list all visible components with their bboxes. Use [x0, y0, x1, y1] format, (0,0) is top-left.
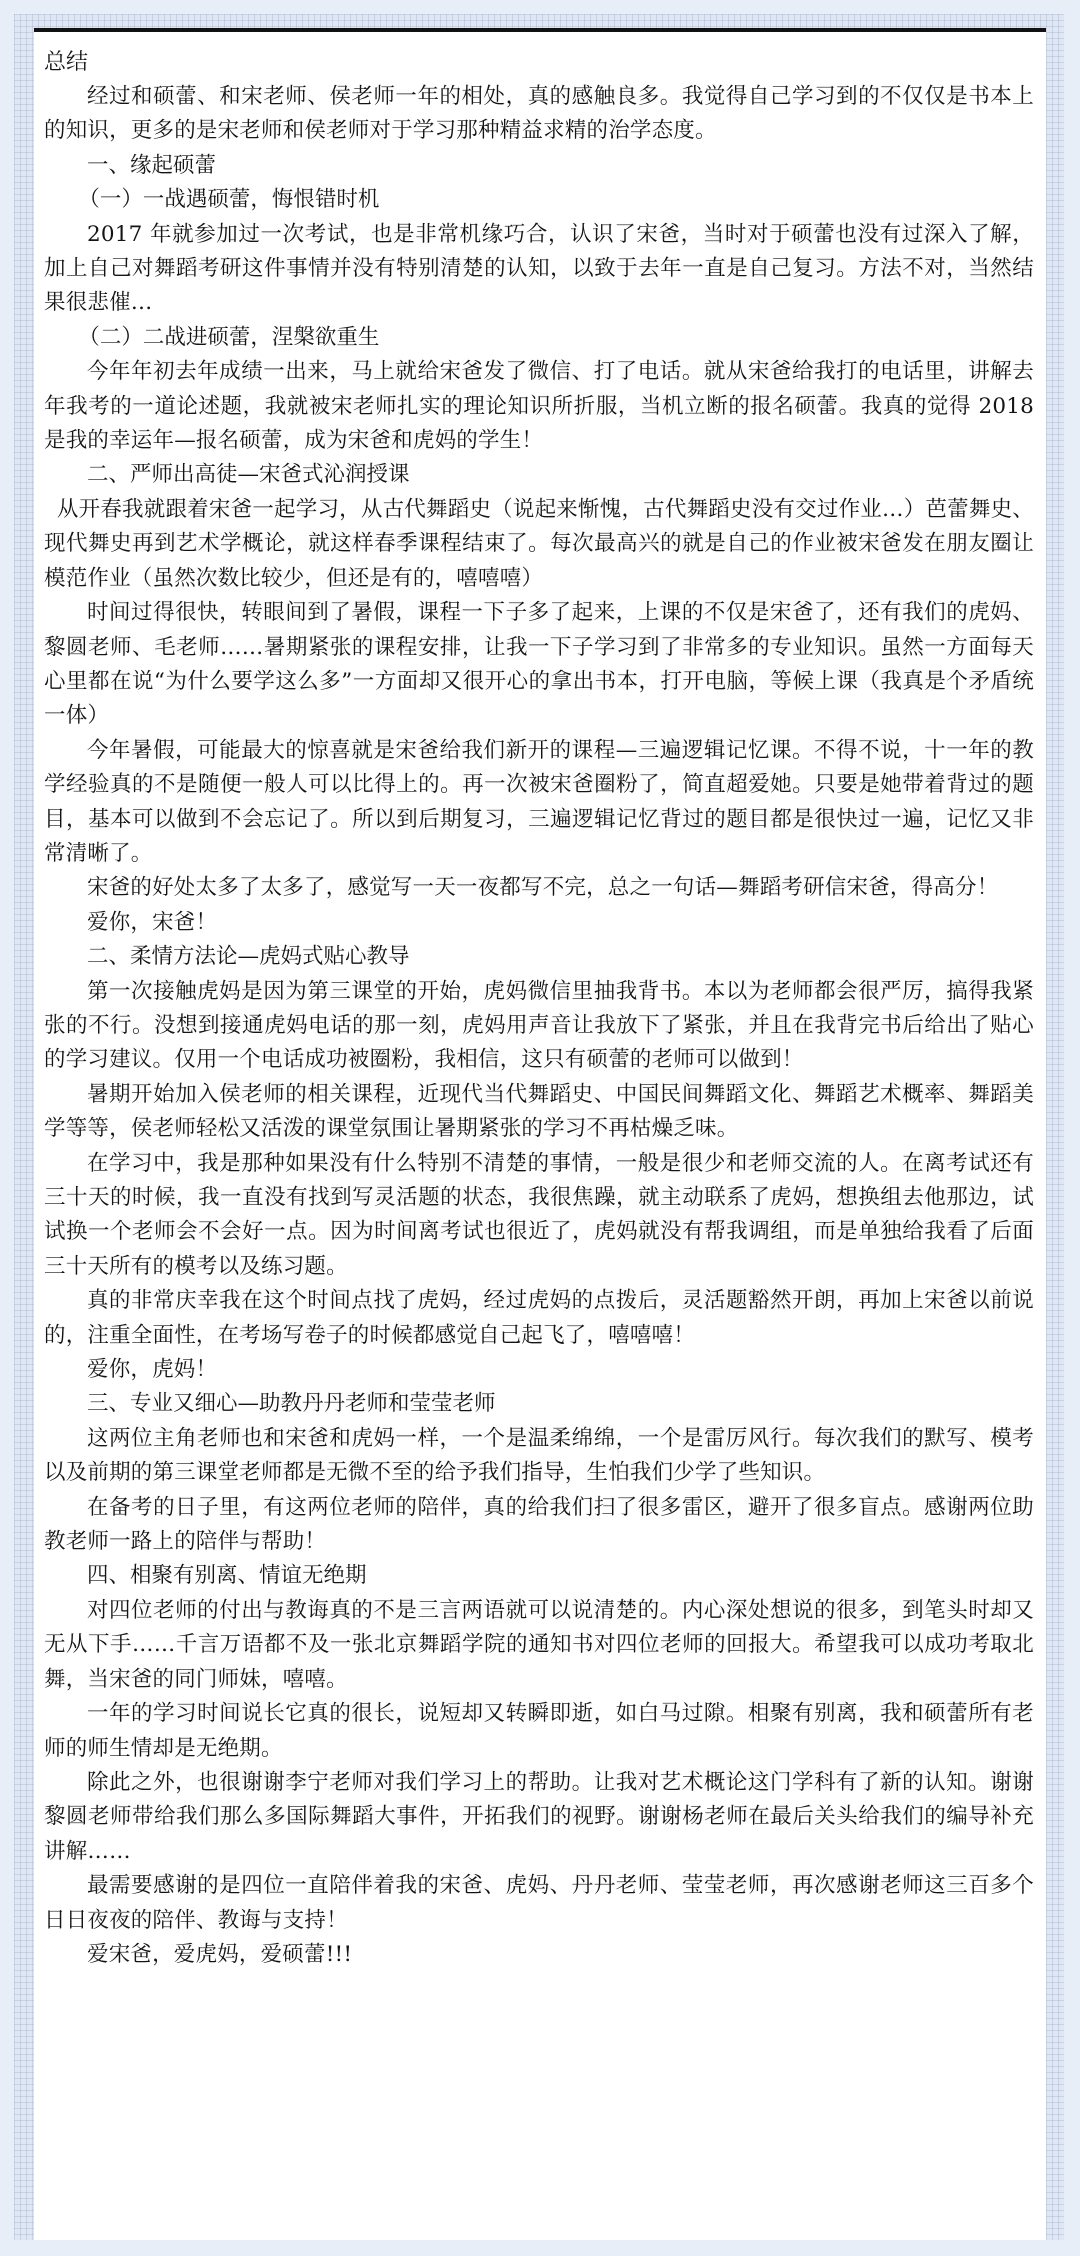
document-page: [34, 28, 1046, 2240]
paragraph: 最需要感谢的是四位一直陪伴着我的宋爸、虎妈、丹丹老师、莹莹老师，再次感谢老师这三百多个日日夜夜的陪伴、教诲与支持！: [44, 1873, 1034, 1933]
paragraph: 在学习中，我是那种如果没有什么特别不清楚的事情，一般是很少和老师交流的人。在离考试还有三十天的时候，我一直没有找到写灵活题的状态，我很焦躁，就主动联系了虎妈，想换组去他那边，试试换一个老师会不会好一点。因为时间离考试也很近了，虎妈就没有帮我调组，而是单独给我看了后面三十天所有的模考以及练习题。: [44, 1150, 1034, 1279]
paragraph: 时间过得很快，转眼间到了暑假，课程一下子多了起来，上课的不仅是宋爸了，还有我们的虎妈、黎圆老师、毛老师……暑期紧张的课程安排，让我一下子学习到了非常多的专业知识。虽然一方面每天心里都在说“为什么要学这么多”一方面却又很开心的拿出书本，打开电脑，等候上课（我真是个矛盾统一体）: [44, 600, 1034, 729]
paragraph: 在备考的日子里，有这两位老师的陪伴，真的给我们扫了很多雷区，避开了很多盲点。感谢两位助教老师一路上的陪伴与帮助！: [44, 1494, 1034, 1555]
paragraph: 经过和硕蕾、和宋老师、侯老师一年的相处，真的感触良多。我觉得自己学习到的不仅仅是书本上的知识，更多的是宋老师和侯老师对于学习那种精益求精的治学态度。: [44, 84, 1034, 144]
paragraph: 第一次接触虎妈是因为第三课堂的开始，虎妈微信里抽我背书。本以为老师都会很严厉，搞得我紧张的不行。没想到接通虎妈电话的那一刻，虎妈用声音让我放下了紧张，并且在我背完书后给出了贴心的学习建议。仅用一个电话成功被圈粉，我相信，这只有硕蕾的老师可以做到！: [44, 978, 1034, 1073]
section-heading: 一、缘起硕蕾: [87, 152, 217, 178]
paragraph: 除此之外，也很谢谢李宁老师对我们学习上的帮助。让我对艺术概论这门学科有了新的认知。谢谢黎圆老师带给我们那么多国际舞蹈大事件，开拓我们的视野。谢谢杨老师在最后关头给我们的编导补充讲解……: [44, 1769, 1034, 1864]
subsection-heading: （二）二战进硕蕾，涅槃欲重生: [78, 324, 380, 350]
paragraph: 暑期开始加入侯老师的相关课程，近现代当代舞蹈史、中国民间舞蹈文化、舞蹈艺术概率、舞蹈美学等等，侯老师轻松又活泼的课堂氛围让暑期紧张的学习不再枯燥乏味。: [44, 1081, 1034, 1142]
paragraph: 真的非常庆幸我在这个时间点找了虎妈，经过虎妈的点拨后，灵活题豁然开朗，再加上宋爸以前说的，注重全面性，在考场写卷子的时候都感觉自己起飞了，嘻嘻嘻！: [44, 1288, 1034, 1348]
section-heading: 四、相聚有别离、情谊无绝期: [87, 1563, 367, 1589]
section-heading: 二、柔情方法论—虎妈式贴心教导: [87, 944, 410, 970]
paragraph: 今年年初去年成绩一出来，马上就给宋爸发了微信、打了电话。就从宋爸给我打的电话里，讲解去年我考的一道论述题，我就被宋老师扎实的理论知识所折服，当机立断的报名硕蕾。我真的觉得 2018 是我的幸运年—报名硕蕾，成为宋爸和虎妈的学生！: [44, 359, 1034, 454]
paragraph: 从开春我就跟着宋爸一起学习，从古代舞蹈史（说起来惭愧，古代舞蹈史没有交过作业…）芭蕾舞史、现代舞史再到艺术学概论，就这样春季课程结束了。每次最高兴的就是自己的作业被宋爸发在朋友圈让模范作业（虽然次数比较少，但还是有的，嘻嘻嘻）: [44, 496, 1034, 591]
paragraph: 一年的学习时间说长它真的很长，说短却又转瞬即逝，如白马过隙。相聚有别离，我和硕蕾所有老师的师生情却是无绝期。: [44, 1701, 1034, 1761]
paragraph: 对四位老师的付出与教诲真的不是三言两语就可以说清楚的。内心深处想说的很多，到笔头时却又无从下手……千言万语都不及一张北京舞蹈学院的通知书对四位老师的回报大。希望我可以成功考取北舞，当宋爸的同门师妹，嘻嘻。: [44, 1597, 1034, 1692]
section-heading: 三、专业又细心—助教丹丹老师和莹莹老师: [87, 1391, 496, 1417]
paragraph: 爱宋爸，爱虎妈，爱硕蕾!!!: [87, 1941, 353, 1967]
paragraph: 2017 年就参加过一次考试，也是非常机缘巧合，认识了宋爸，当时对于硕蕾也没有过深入了解，加上自己对舞蹈考研这件事情并没有特别清楚的认知，以致于去年一直是自己复习。方法不对，当然结果很悲催…: [44, 221, 1034, 316]
document-title: 总结: [44, 50, 89, 75]
paragraph: 这两位主角老师也和宋爸和虎妈一样，一个是温柔绵绵，一个是雷厉风行。每次我们的默写、模考以及前期的第三课堂老师都是无微不至的给予我们指导，生怕我们少学了些知识。: [44, 1425, 1034, 1486]
section-heading: 二、严师出高徒—宋爸式沁润授课: [87, 462, 410, 488]
paragraph: 爱你，宋爸！: [87, 909, 218, 935]
paragraph: 今年暑假，可能最大的惊喜就是宋爸给我们新开的课程—三遍逻辑记忆课。不得不说，十一年的教学经验真的不是随便一般人可以比得上的。再一次被宋爸圈粉了，简直超爱她。只要是她带着背过的题目，基本可以做到不会忘记了。所以到后期复习，三遍逻辑记忆背过的题目都是很快过一遍，记忆又非常清晰了。: [44, 737, 1034, 866]
subsection-heading: （一）一战遇硕蕾，悔恨错时机: [78, 187, 380, 213]
paragraph: 爱你，虎妈！: [87, 1357, 218, 1383]
top-divider: [34, 28, 1046, 32]
paragraph: 宋爸的好处太多了太多了，感觉写一天一夜都写不完，总之一句话—舞蹈考研信宋爸，得高分！: [87, 875, 999, 901]
